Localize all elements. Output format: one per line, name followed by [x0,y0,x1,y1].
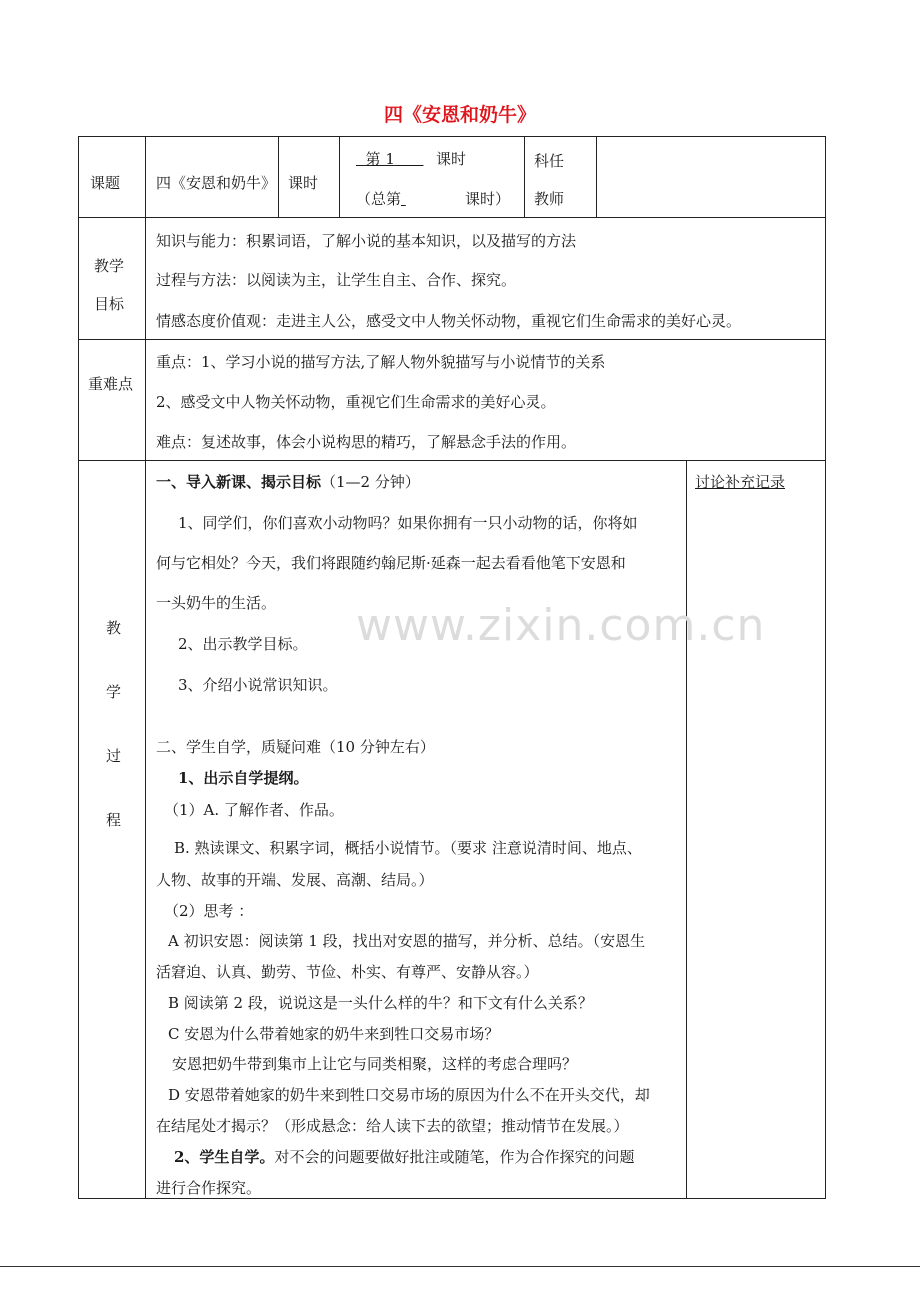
page-title: 四《安恩和奶牛》 [383,104,536,126]
paragraph-line: 2、出示教学目标。 [178,635,308,653]
process-label-char: 过 [106,747,122,765]
watermark: www.zixin.com.cn [356,600,766,651]
section-2-title: 二、学生自学，质疑问难（10 分钟左右） [156,738,435,756]
objectives-label-2: 目标 [94,295,125,313]
paragraph-line: 一头奶牛的生活。 [156,594,277,612]
teacher-label-1: 科任 [534,152,565,170]
question-line: 在结尾处才揭示？（形成悬念：给人读下去的欲望；推动情节在发展。） [156,1117,629,1135]
paragraph-line: 3、介绍小说常识知识。 [178,676,338,694]
topic-label: 课题 [90,174,121,192]
paragraph-line: 1、同学们，你们喜欢小动物吗？如果你拥有一只小动物的话，你将如 [178,514,638,532]
question-line: D 安恩带着她家的奶牛来到牲口交易市场的原因为什么不在开头交代，却 [168,1086,650,1104]
lesson-number: 第 1 课时 [365,150,467,168]
objective-line: 过程与方法：以阅读为主，让学生自主、合作、探究。 [156,271,517,289]
key-point-line: 重点：1、学习小说的描写方法,了解人物外貌描写与小说情节的关系 [156,353,606,371]
paragraph-line: 人物、故事的开端、发展、高潮、结局。） [156,871,434,889]
question-line: B 阅读第 2 段，说说这是一头什么样的牛？和下文有什么关系？ [168,994,593,1012]
total-lessons: （总第 课时） [356,190,511,208]
discussion-notes-label: 讨论补充记录 [695,473,786,491]
process-label-char: 学 [106,683,122,701]
paragraph-line: （2）思考 ： [164,902,254,920]
question-line: 安恩把奶牛带到集市上让它与同类相聚，这样的考虑合理吗？ [172,1055,578,1073]
objectives-label-1: 教学 [94,257,125,275]
key-points-label: 重难点 [88,375,134,393]
question-line: A 初识安恩：阅读第 1 段，找出对安恩的描写，并分析、总结。（安恩生 [168,932,646,950]
process-label-char: 教 [106,619,122,637]
question-line: C 安恩为什么带着她家的奶牛来到牲口交易市场？ [168,1025,500,1043]
paragraph-line: 进行合作探究。 [156,1179,262,1197]
period-label: 课时 [288,174,319,192]
teacher-label-2: 教师 [534,190,565,208]
objective-line: 情感态度价值观：走进主人公，感受文中人物关怀动物，重视它们生命需求的美好心灵。 [156,312,742,330]
topic-value: 四《安恩和奶牛》 [156,174,277,192]
objective-line: 知识与能力：积累词语，了解小说的基本知识，以及描写的方法 [156,232,577,250]
step-1-title: 1、出示自学提纲。 [178,769,309,787]
section-1-title: 一、导入新课、揭示目标（1—2 分钟） [156,473,420,491]
process-label-char: 程 [106,811,122,829]
key-point-line: 2、感受文中人物关怀动物，重视它们生命需求的美好心灵。 [156,393,556,411]
paragraph-line: （1）A. 了解作者、作品。 [164,801,344,819]
page-divider [0,1266,920,1267]
step-2-line: 2、学生自学。对不会的问题要做好批注或随笔，作为合作探究的问题 [174,1148,635,1166]
paragraph-line: 何与它相处？今天，我们将跟随约翰尼斯·延森一起去看看他笔下安恩和 [156,554,626,572]
key-point-line: 难点：复述故事，体会小说构思的精巧，了解悬念手法的作用。 [156,433,577,451]
paragraph-line: B. 熟读课文、积累字词，概括小说情节。（要求 注意说清时间、地点、 [174,839,642,857]
question-line: 活窘迫、认真、勤劳、节俭、朴实、有尊严、安静从容。） [156,963,539,981]
